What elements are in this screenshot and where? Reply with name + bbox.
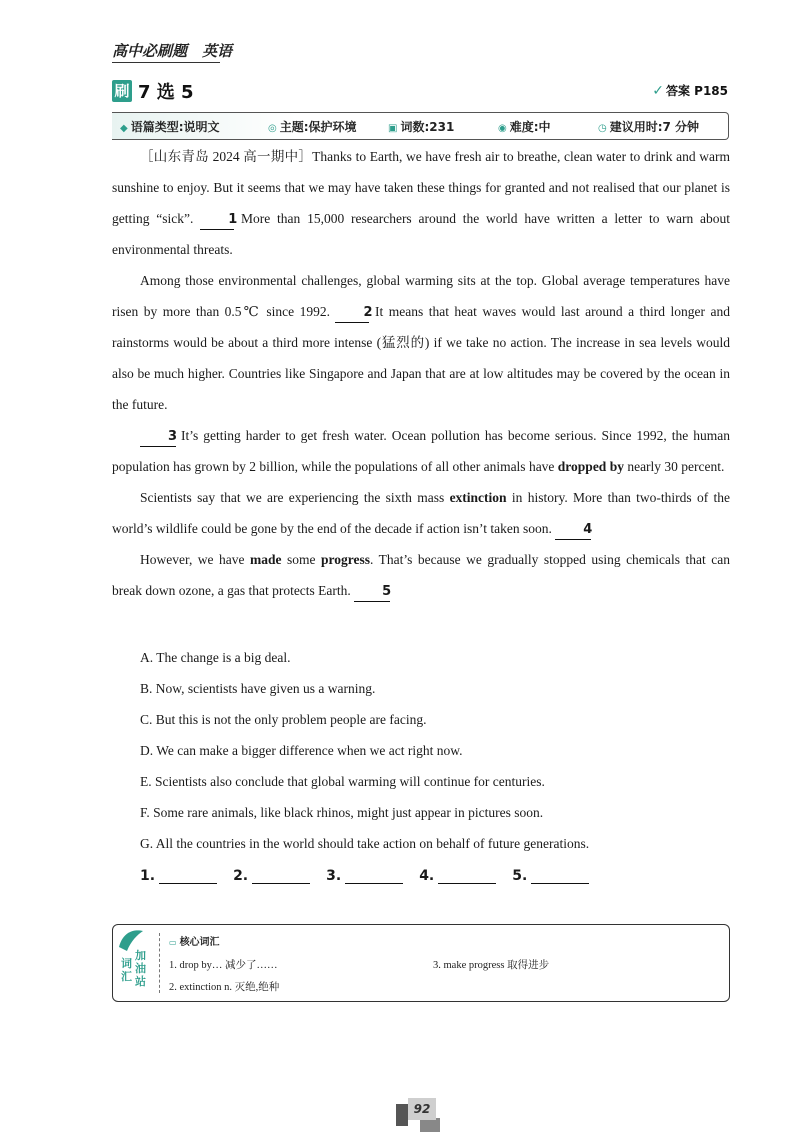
keyword-made: made xyxy=(250,552,282,567)
vocab-item-2: 2. extinction n. 灭绝,绝种 xyxy=(169,982,280,993)
passage xyxy=(112,141,730,606)
options-list xyxy=(140,642,730,859)
keyword-extinction: extinction xyxy=(449,490,507,505)
option-a: A. The change is a big deal. xyxy=(140,650,291,665)
keyword-dropped-by: dropped by xyxy=(557,459,624,474)
blank-4[interactable]: 4 xyxy=(555,521,591,540)
vocab-side-label xyxy=(113,925,151,1001)
paragraph-4: Scientists say that we are experiencing the sixth mass extinction in history. More than two-thirds of the world’s wildlife could be gone by the end of the decade if action isn’t taken soon. 4 xyxy=(112,482,730,544)
vocabulary-box xyxy=(112,924,730,1002)
vocab-divider xyxy=(159,933,160,993)
answer-slot-5[interactable]: 5. xyxy=(512,868,589,884)
answer-slot-2[interactable]: 2. xyxy=(233,868,310,884)
section-title: 7 选 5 xyxy=(138,82,194,103)
vocab-item-1: 1. drop by… 减少了…… xyxy=(169,960,278,971)
paragraph-5: However, we have made some progress. That’s because we gradually stopped using chemicals that can break down ozone, a gas that protects Earth. 5 xyxy=(112,544,730,606)
section-heading xyxy=(112,78,194,104)
vocab-heading: ▭ 核心词汇 xyxy=(169,937,220,948)
paragraph-3: 3 It’s getting harder to get fresh water. Ocean pollution has become serious. Since 1992, the human population has grown by 2 billion, while the populations of all other animals have dropped by nearly 30 percent. xyxy=(112,428,731,474)
book-icon: ▣ xyxy=(388,122,398,134)
section-mark-icon: 刷 xyxy=(112,80,132,102)
tag-icon: ▭ xyxy=(169,938,177,947)
option-f: F. Some rare animals, like black rhinos, might just appear in pictures soon. xyxy=(140,805,544,820)
answer-reference: ✓ 答案 P185 xyxy=(652,83,728,99)
blank-1[interactable]: 1 xyxy=(200,211,234,230)
answer-slot-1[interactable]: 1. xyxy=(140,868,217,884)
answer-line[interactable] xyxy=(531,869,589,884)
vocab-side-text-1: 词汇 xyxy=(121,957,132,983)
page-number-decoration xyxy=(396,1104,408,1126)
info-word-count: ▣ 词数:231 xyxy=(388,119,455,134)
option-g: G. All the countries in the world should take action on behalf of future generations. xyxy=(140,836,590,851)
answer-slot-4[interactable]: 4. xyxy=(419,868,496,884)
vocab-side-text-2: 加油站 xyxy=(135,949,146,988)
header-underline xyxy=(112,62,220,63)
answer-row xyxy=(140,868,605,884)
option-d: D. We can make a bigger difference when we act right now. xyxy=(140,743,463,758)
blank-5[interactable]: 5 xyxy=(354,583,390,602)
clock-icon: ◷ xyxy=(598,122,607,134)
answer-line[interactable] xyxy=(159,869,217,884)
page-number-decoration xyxy=(420,1118,440,1132)
info-time: ◷ 建议用时:7 分钟 xyxy=(598,119,700,134)
vocab-item-3: 3. make progress 取得进步 xyxy=(433,960,550,971)
info-theme: ◎ 主题:保护环境 xyxy=(268,119,357,134)
paragraph-1: ［山东青岛 2024 高一期中］Thanks to Earth, we have fresh air to breathe, clean water to drink and warm sunshine to enjoy. But it seems that we may have taken these things for granted and not realised that our planet is getting “sick”. 1 More than 15,000 researchers around the world have written a letter to warn about environmental threats. xyxy=(112,149,731,257)
checkmark-icon: ✓ xyxy=(652,83,664,99)
search-icon: ◎ xyxy=(268,122,277,134)
keyword-progress: progress xyxy=(321,552,371,567)
gauge-icon: ◉ xyxy=(498,122,507,134)
blank-3[interactable]: 3 xyxy=(140,428,176,447)
page-number: 92 xyxy=(408,1098,436,1120)
info-bar xyxy=(112,112,729,140)
answer-line[interactable] xyxy=(252,869,310,884)
paragraph-2: Among those environmental challenges, global warming sits at the top. Global average temperatures have risen by more than 0.5℃ since 1992. 2 It means that heat waves would last around a third longer and rainstorms would be about a third more intense (猛烈的) if we take no action. The increase in sea levels would also be much higher. Countries like Singapore and Japan that are at low altitudes may be covered by the ocean in the future. xyxy=(112,273,731,412)
answer-line[interactable] xyxy=(438,869,496,884)
book-header-title: 高中必刷题 英语 xyxy=(112,42,233,60)
info-difficulty: ◉ 难度:中 xyxy=(498,119,551,134)
option-e: E. Scientists also conclude that global warming will continue for centuries. xyxy=(140,774,545,789)
option-c: C. But this is not the only problem people are facing. xyxy=(140,712,427,727)
info-genre: ◆ 语篇类型:说明文 xyxy=(120,119,220,134)
genre-icon: ◆ xyxy=(120,122,128,134)
answer-line[interactable] xyxy=(345,869,403,884)
answer-slot-3[interactable]: 3. xyxy=(326,868,403,884)
option-b: B. Now, scientists have given us a warning. xyxy=(140,681,376,696)
blank-2[interactable]: 2 xyxy=(335,304,369,323)
